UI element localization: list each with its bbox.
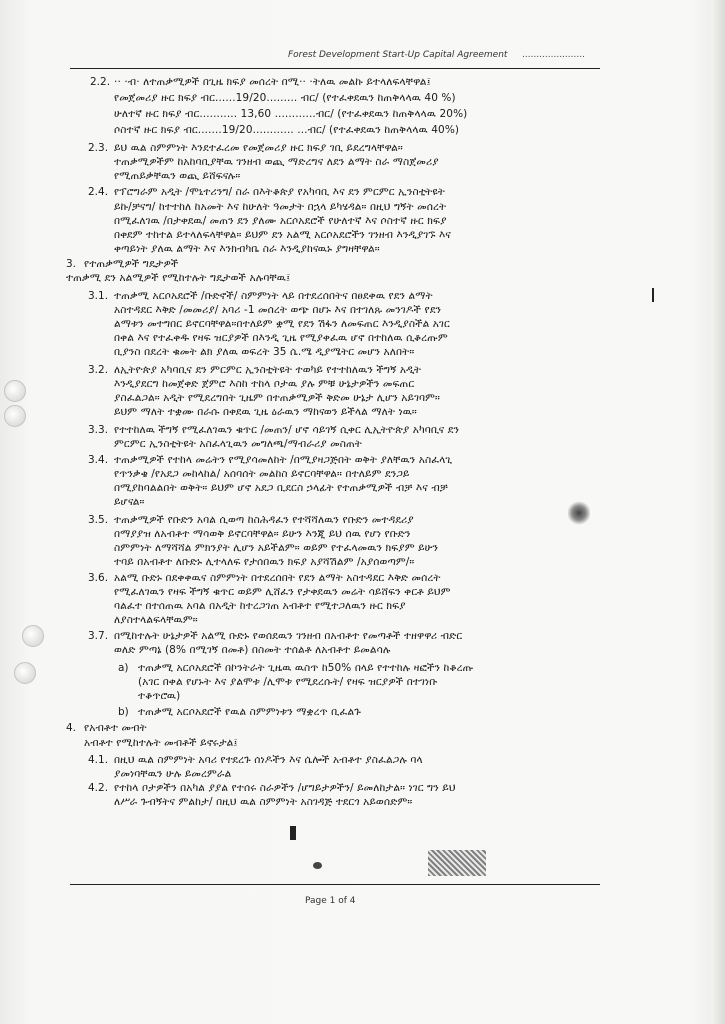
document-line: ለሥራ ጉብኝትና ምልከታ/ በዚህ ዉል ስምምነት አስገዳጅ ተደርጎ አይወሰድም። xyxy=(114,796,413,808)
header-dots: ...................... xyxy=(522,50,585,60)
document-line: ያመነባቸዉን ሁሉ ይመረምራል xyxy=(114,768,232,780)
document-line: የተከላ ቦታዎችን በአካል ያያል የተሰሩ ስራዎችን /ሆግይታዎችን/ ይመለከታል። ነገር ግን ይህ xyxy=(114,782,456,794)
document-line: ተቆጥሮዉ) xyxy=(138,690,181,702)
document-line: የሚጠይቃቸዉን ወጪ ይሸፍናሉ። xyxy=(114,170,241,182)
section-number: 3. xyxy=(66,258,77,270)
section-number: 3.3. xyxy=(88,424,109,436)
section-number: 3.5. xyxy=(88,514,109,526)
document-line: ይኩ/ቻናግ/ ከተተከለ ከአመት እና ከሁለት ዓመታት በኋላ ይካሄዳል። በዚህ ግኝት መሰረት xyxy=(114,201,447,213)
document-line: ሁለተኛ ዙር ክፍያ ብር........... 13,60 ............ብር/ (የተፈቀደዉን ከጠቅላላዉ 20%) xyxy=(114,108,468,120)
ink-smudge xyxy=(568,500,590,526)
document-line: አስተዳደር እቅድ /መመሪያ/ አባሪ -1 መሰረት ወጭ በሆኑ እና በተገለጹ መንገዶች የደን xyxy=(114,304,442,316)
document-line: የጥንቃቄ /የአደጋ መከላከል/ አሰባሰት መልከስ ይኖርባቸዋል። በተለይም ደንጋይ xyxy=(114,468,410,480)
document-line: ተጠቃሚ ደን አልሚዎች የሚከተሉት ግዴታወች አሉባቸዉ፤ xyxy=(66,272,291,284)
section-number: 2.2. xyxy=(90,76,111,88)
section-number: 3.1. xyxy=(88,290,109,302)
margin-mark xyxy=(652,288,654,302)
document-line: ተጠቃሚ አርሶአደሮች /ቡድኖች/ ስምምነት ላይ በተደረሰበትና በፀደቀዉ የደን ልማት xyxy=(114,290,433,302)
section-number: 3.7. xyxy=(88,630,109,642)
document-line: ተጠቃሚዎችም ከአከባቢያቸዉ ገንዘብ ወጪ ማድረግና ለደን ልማት ስራ ማስጀመሪያ xyxy=(114,156,439,168)
page-number: Page 1 of 4 xyxy=(305,896,356,906)
document-line: የተተከለዉ ችግኝ የሚፈለገዉን ቁጥር /መጠን/ ሆኖ ሳይገኝ ሲቀር ሊኢትዮጵያ አካባቢና ደን xyxy=(114,424,460,436)
section-number: 4.2. xyxy=(88,782,109,794)
document-line: ተጠቃሚዎች የተከላ መሬትን የሚያሳመለከት /በሚያዛጋጅበት ወቅት ያለቸዉን አስፈላጊ xyxy=(114,454,453,466)
punch-hole xyxy=(14,662,36,684)
section-number: 2.4. xyxy=(88,186,109,198)
document-line: የፕሮግራም አዲት /ሞኒተሪንግ/ ስራ በእትቆጵያ የአካባቢ እና ደን ምርምር ኢንስቲትዩት xyxy=(114,186,445,198)
punch-hole xyxy=(22,625,44,647)
punch-hole xyxy=(4,405,26,427)
document-line: ይሆናል። xyxy=(114,496,145,508)
document-line: ለያስተላልፍላቸዉም። xyxy=(114,614,198,626)
document-line: አብቶተ የሚከተሉት መብቶች ይኖሩታል፤ xyxy=(84,737,238,749)
punch-hole xyxy=(4,380,26,402)
document-line: ምርምር ኢንስቲትዩት አስፈላጊዉን መግለጫ/ማብራሪያ መስጠት xyxy=(114,438,362,450)
section-number: 3.4. xyxy=(88,454,109,466)
footer-rule xyxy=(70,884,600,885)
section-number: 3.2. xyxy=(88,364,109,376)
document-line: ቀጣይነት ያለዉ ልማት እና እንክብካቤ ስራ እንዲያከናዉኑ ያግዛቸዋል። xyxy=(114,243,380,255)
document-line: ልማቱን መተግበር ይኖርባቸዋል።በተለይም ቋሚ የደን ሽፋን ለመፍጠር እንዲያስችል አገር xyxy=(114,318,450,330)
document-line: ቢያንስ በደረት ቁመት ልክ ያለዉ ወፍረት 35 ሴ.ሜ ዲያሜትር መሆን አለበት። xyxy=(114,346,415,358)
document-line: የሚፈለገዉን የዛፍ ችግኝ ቁጥር ወይም ሊሸፈን የታቀደዉን መሬት ሳይሸፍን ቀርቶ ይህም xyxy=(114,586,451,598)
document-line: በቀል እና የተፈቀዱ የዛፍ ዝርያዎች በእንዲ ጊዜ የሚያቀፈዉ ሆኖ በተከለዉ ሲቆረጡም xyxy=(114,332,448,344)
document-line: በሚከተሉት ሁኔታዎች አልሚ ቡድኑ የወሰደዉን ገንዘብ በአብቶተ የመጣቶች ተዘዋዋሪ ብድር xyxy=(114,630,463,642)
document-line: ያስፈልጋል። አዲት የሚደረግበት ጊዜም በተጠቃሚዎች ቅድመ ሁኔታ ሊሆን አይገባም። xyxy=(114,392,441,404)
section-number: b) xyxy=(118,706,129,718)
section-number: 2.3. xyxy=(88,142,109,154)
document-line: የመጀመሪያ ዙር ክፍያ ብር......19/20......... ብር/ (የተፈቀደዉን ከጠቅላላዉ 40 %) xyxy=(114,92,456,104)
document-line: በሚፈለገዉ /በታቀደዉ/ መጠን ደን ያለሙ አርሶአደሮች የሁለተኛ እና ሶስተኛ ዙር ክፍያ xyxy=(114,215,447,227)
document-line: በማያያዝ ለአብቶተ ማሳወቅ ይኖርባቸዋል። ይሁን እንጂ ይህ ሰዉ የሆነ የቡድን xyxy=(114,528,411,540)
header-title: Forest Development Start-Up Capital Agreement xyxy=(288,50,508,60)
document-line: ለኢትዮጵያ አካባቢና ደን ምርምር ኢንስቲትዩት ተወካይ የተተከለዉን ችግኝ አዲት xyxy=(114,364,422,376)
section-number: 4. xyxy=(66,722,77,734)
document-line: ይህም ማለት ተቋሙ በራሱ በቀደዉ ጊዜ ዕራዉን ማከናወን ይችላል ማለት ነዉ። xyxy=(114,406,417,418)
section-number: a) xyxy=(118,662,129,674)
stamp-image xyxy=(428,850,486,876)
document-line: በቀደም ተከተል ይተላለፍላቸዋል። ይህም ደን አልሚ አርሶአደሮችን ገንዘብ እንዲያገኙ እና xyxy=(114,229,451,241)
document-line: (አገር በቀል የሆኑት እና ያልሞቱ /ሊሞቱ የሚደረሱት/ የዛፍ ዝርያዎች በተገነቡ xyxy=(138,676,438,688)
document-line: ሶስተኛ ዙር ክፍያ ብር.......19/20............ ...ብር/ (የተፈቀደዉን ከጠቅላላዉ 40%) xyxy=(114,124,460,136)
document-line: በሚያከባልልበት ወቅት። ይህም ሆኖ አደጋ ቢደርስ ኃላፊት የተጠቃሚዎች ብቻ እና ብቻ xyxy=(114,482,448,494)
document-line: ስምምነት ለማሻሻል ምክንያት ሊሆን አይችልም። ወይም የተፈላመዉን ክፍያም ይሁን xyxy=(114,542,439,554)
document-line: ተጠቃሚዎች የቡድን አባል ሲወጣ ከስሕዳፈን የተሻሻለዉን የቡድን መተዳደሪያ xyxy=(114,514,414,526)
signature-mark xyxy=(290,826,296,840)
document-line: ተጠቃሚ አርሶአደሮች በኮንትራት ጊዜዉ ዉስጥ ከ50% በላይ የተተከሉ ዛፎችን ከቆረጡ xyxy=(138,662,474,674)
page-fold-shadow xyxy=(711,0,725,1024)
section-number: 4.1. xyxy=(88,754,109,766)
document-line: ይህ ዉል ስምምነት እንደተፈረመ የመጀመሪያ ዙር ክፍያ ገቢ ይደረግላቸዋል። xyxy=(114,142,403,154)
document-line: በዚህ ዉል ስምምነት አባሪ የተደረጉ ሰነዶችን እና ሴሎች አብቶተ ያስፈልጋሉ ባላ xyxy=(114,754,423,766)
document-line: የአብቶተ መብት xyxy=(84,722,147,734)
document-line: ተጠቃሚ አርሶአደሮች የዉል ስምምነቱን ማቋረጥ ቢፈልጉ xyxy=(138,706,361,718)
document-line: ተባይ በአብቶተ ለቡድኑ ሊተላለፍ የታሰበዉን ክፍያ አያሻሽልም /አያሰወጣም/። xyxy=(114,556,415,568)
ink-dot xyxy=(313,862,322,869)
document-line: እንዲያደርግ ከመጀቀድ ጀምሮ እስከ ተከላ ቦታዉ ያሉ ምቹ ሁኔታዎችን መፍጠር xyxy=(114,378,415,390)
header-rule xyxy=(70,68,600,69)
document-line: ባልፈተ በተሰጠዉ አባል በአዲት ከተረጋገጠ አብቶተ የሚተጋለዉን ዙር ክፍያ xyxy=(114,600,406,612)
document-line: ·· ·ብ· ለተጠቃሚዎች በጊዜ ክፍያ መሰረት በሚ·· ·ትለዉ መልኩ ይተላለፍላቸዋል፤ xyxy=(114,76,431,88)
document-line: ወለድ ምጣኔ (8% በሚገኝ በመቶ) በስመት ተሰልቶ ለአብቶተ ይመልሳሉ xyxy=(114,644,391,656)
document-line: የተጠቃሚዎች ግዴታዎች xyxy=(84,258,179,270)
document-line: አልሚ ቡድኑ በደቀቀዉና ስምምነት በተደረሰበት የደን ልማት አስተዳደር እቅድ መሰረት xyxy=(114,572,441,584)
section-number: 3.6. xyxy=(88,572,109,584)
